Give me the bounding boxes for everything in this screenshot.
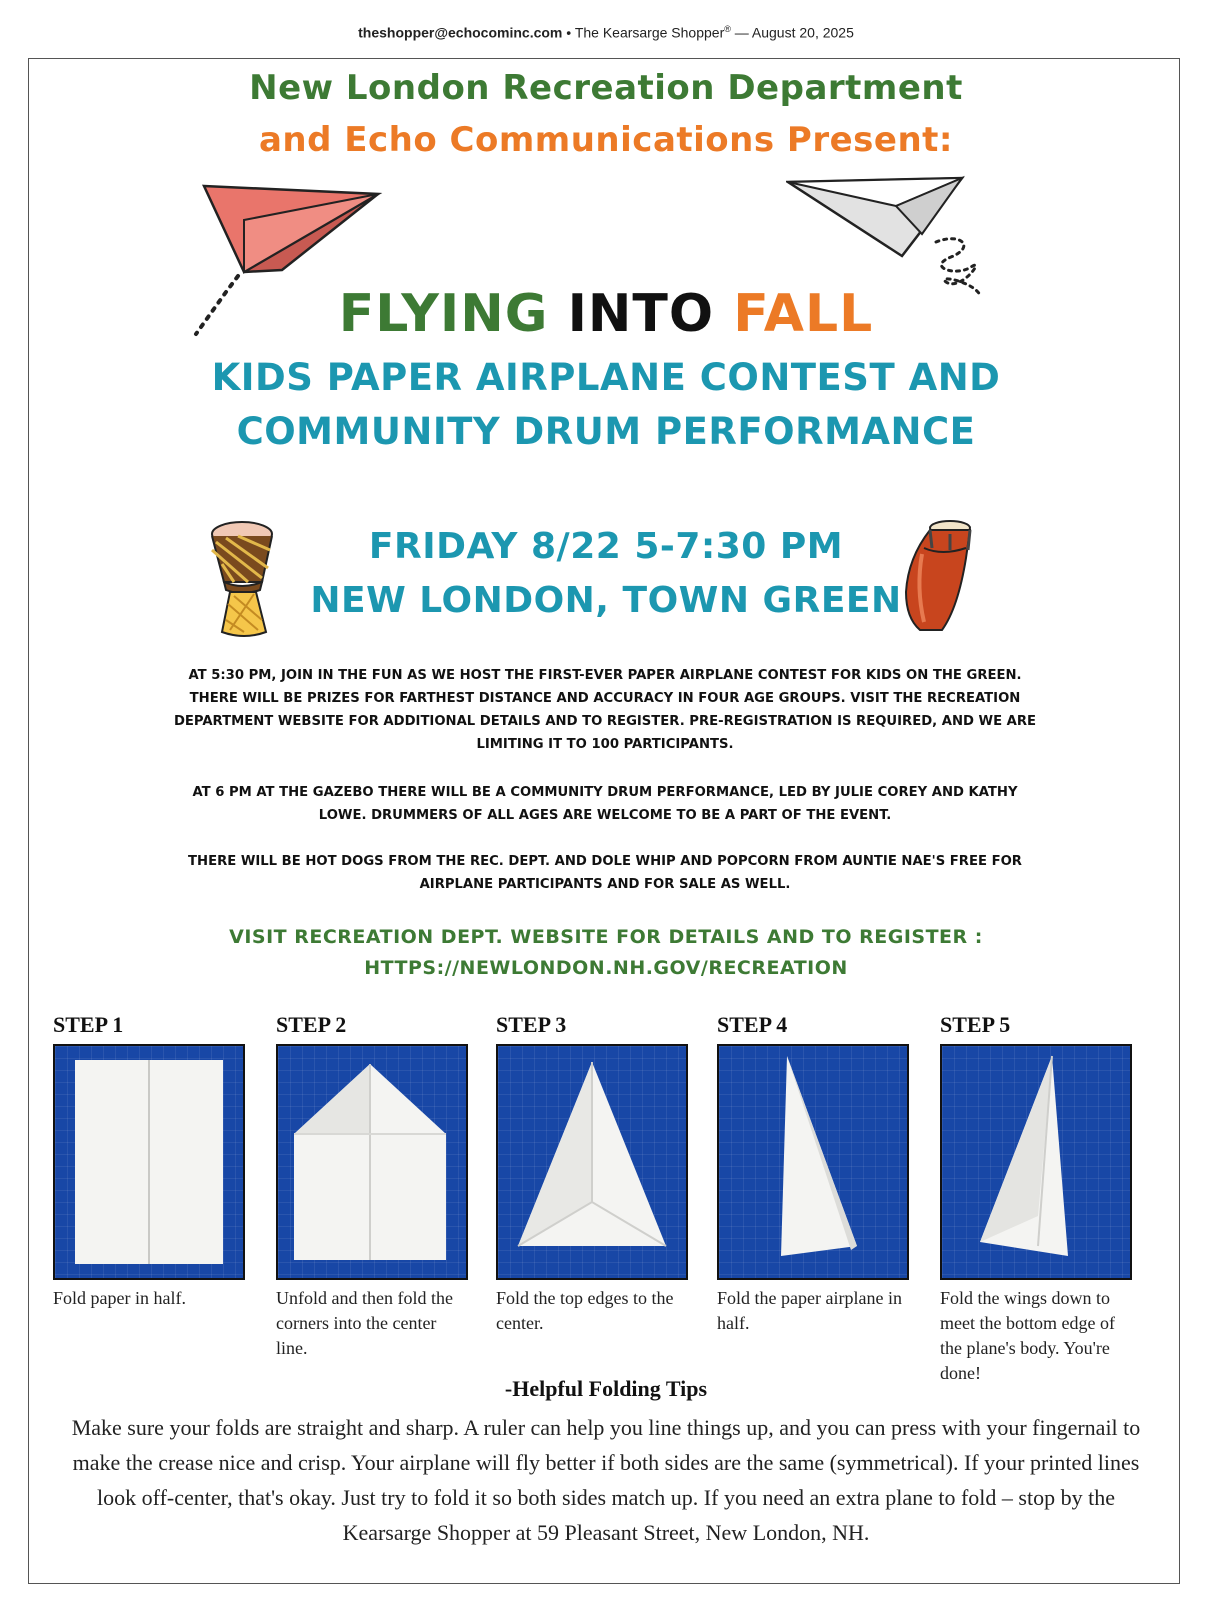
contest-description: AT 5:30 PM, JOIN IN THE FUN AS WE HOST THE FIRST-EVER PAPER AIRPLANE CONTEST FOR KIDS ON THE GREEN. THERE WILL BE PRIZES FOR FARTHEST DISTANCE AND ACCURACY IN FOUR AGE GROUPS. VISIT THE RECREATION DEPARTMENT WEBSITE FOR ADDITIONAL DETAILS AND TO REGISTER. PRE-REGISTRATION IS REQUIRED, AND WE ARE LIMITING IT TO 100 PARTICIPANTS. <box>173 668 1037 752</box>
subtitle-line-1: KIDS PAPER AIRPLANE CONTEST AND <box>211 356 1001 399</box>
step-4-photo <box>717 1044 909 1280</box>
header-email: theshopper@echocominc.com <box>358 24 563 41</box>
event-title <box>0 284 1212 344</box>
page-header <box>0 24 1212 41</box>
step-4 <box>717 1012 917 1336</box>
step-caption: Fold paper in half. <box>53 1288 186 1308</box>
step-caption: Fold the wings down to meet the bottom edge of the plane's body. You're done! <box>940 1288 1115 1383</box>
step-caption: Unfold and then fold the corners into the center line. <box>276 1288 453 1358</box>
tips-body: Make sure your folds are straight and sharp. A ruler can help you line things up, and you can press with your fingernail to make the crease nice and crisp. Your airplane will fly better if both sides are the same (symmetrical). If your printed lines look off-center, that's okay. Just try to fold it so both sides match up. If you need an extra plane to fold – stop by the Kearsarge Shopper at 59 Pleasant Street, New London, NH. <box>71 1415 1141 1545</box>
event-where: NEW LONDON, TOWN GREEN <box>310 580 902 621</box>
title-word-fall: FALL <box>733 284 874 344</box>
step-caption: Fold the paper airplane in half. <box>717 1288 902 1333</box>
food-description: THERE WILL BE HOT DOGS FROM THE REC. DEPT. AND DOLE WHIP AND POPCORN FROM AUNTIE NAE'S FREE FOR AIRPLANE PARTICIPANTS AND FOR SALE AS WELL. <box>188 854 1022 892</box>
header-publication: The Kearsarge Shopper <box>574 24 725 41</box>
presenter-line-1: New London Recreation Department <box>249 68 963 108</box>
step-label: STEP 3 <box>496 1012 567 1037</box>
step-1-photo <box>53 1044 245 1280</box>
tips-title: -Helpful Folding Tips <box>504 1376 708 1401</box>
visit-line: VISIT RECREATION DEPT. WEBSITE FOR DETAILS AND TO REGISTER : <box>229 926 983 948</box>
paper-airplane-icon <box>942 1046 1130 1278</box>
step-2 <box>276 1012 476 1361</box>
registered-mark: ® <box>724 24 731 34</box>
subtitle-line-2: COMMUNITY DRUM PERFORMANCE <box>236 410 976 453</box>
event-when: FRIDAY 8/22 5-7:30 PM <box>368 526 844 567</box>
drum-description: AT 6 PM AT THE GAZEBO THERE WILL BE A COMMUNITY DRUM PERFORMANCE, LED BY JULIE COREY AND KATHY LOWE. DRUMMERS OF ALL AGES ARE WELCOME TO BE A PART OF THE EVENT. <box>192 785 1018 823</box>
step-3-photo <box>496 1044 688 1280</box>
step-3 <box>496 1012 696 1336</box>
step-caption: Fold the top edges to the center. <box>496 1288 674 1333</box>
step-label: STEP 5 <box>940 1012 1011 1037</box>
folded-paper-icon <box>498 1046 686 1278</box>
step-label: STEP 4 <box>717 1012 788 1037</box>
recreation-url: HTTPS://NEWLONDON.NH.GOV/RECREATION <box>364 957 848 979</box>
title-word-flying: FLYING <box>338 284 549 344</box>
folded-paper-icon <box>278 1046 466 1278</box>
folded-paper-icon <box>55 1046 243 1278</box>
presenter-line-2: and Echo Communications Present: <box>258 120 954 160</box>
step-5 <box>940 1012 1140 1386</box>
header-separator: • <box>566 24 572 41</box>
folded-paper-icon <box>719 1046 907 1278</box>
step-1 <box>53 1012 253 1311</box>
step-label: STEP 2 <box>276 1012 347 1037</box>
step-5-photo <box>940 1044 1132 1280</box>
step-label: STEP 1 <box>53 1012 124 1037</box>
title-word-into: INTO <box>567 284 715 344</box>
step-2-photo <box>276 1044 468 1280</box>
header-date: — August 20, 2025 <box>734 24 854 41</box>
